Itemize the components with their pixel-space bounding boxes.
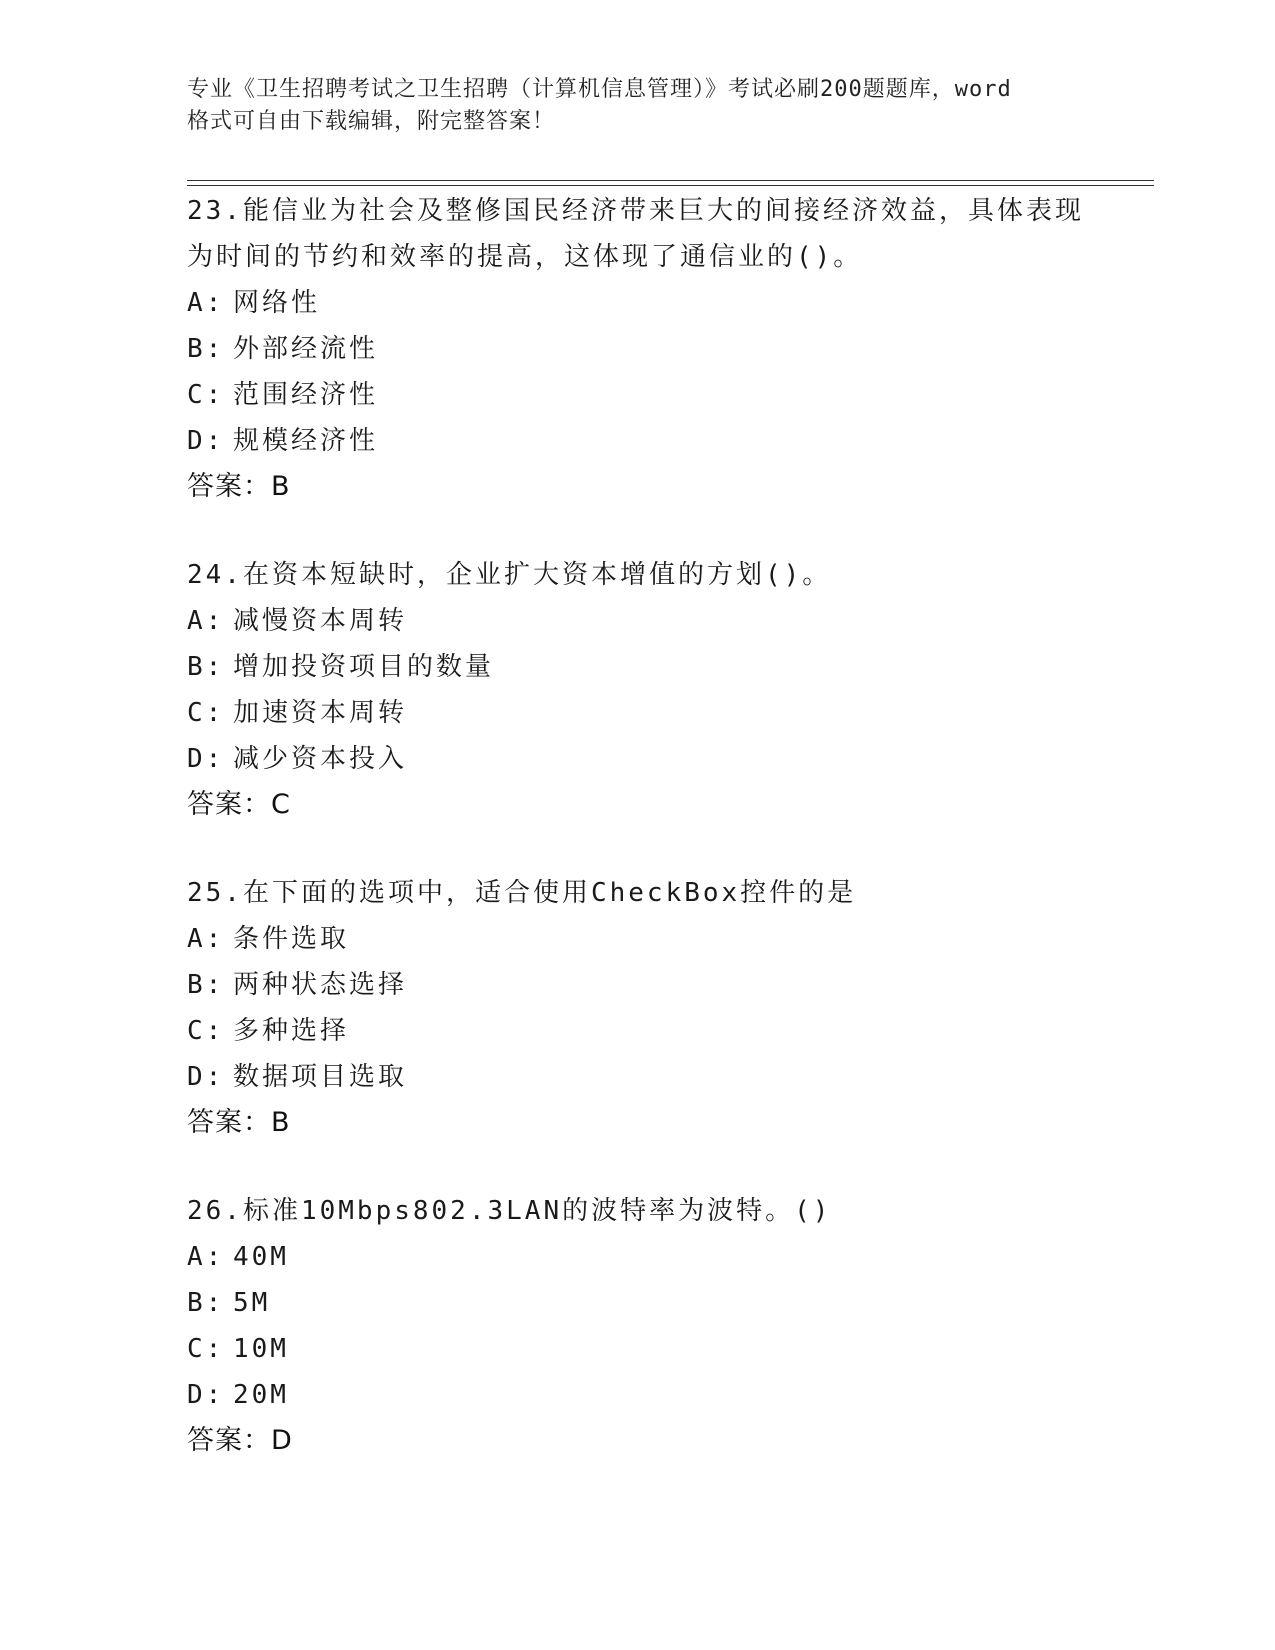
option-letter: C: bbox=[187, 1334, 225, 1364]
option-letter: A: bbox=[187, 288, 225, 318]
question-stem: 26.标准10Mbps802.3LAN的波特率为波特。() bbox=[187, 1196, 832, 1226]
option-letter: A: bbox=[187, 924, 225, 954]
question-24 bbox=[187, 552, 1087, 828]
option-letter: D: bbox=[187, 744, 225, 774]
option-b bbox=[187, 962, 1087, 1008]
option-d bbox=[187, 1054, 1087, 1100]
option-text: 40M bbox=[233, 1242, 289, 1272]
header-line-2: 格式可自由下载编辑，附完整答案！ bbox=[187, 109, 556, 134]
question-stem: 23.能信业为社会及整修国民经济带来巨大的间接经济效益，具体表现为时间的节约和效率的提高，这体现了通信业的()。 bbox=[187, 196, 1084, 272]
option-b bbox=[187, 326, 1087, 372]
option-text: 范围经济性 bbox=[233, 380, 379, 410]
option-letter: B: bbox=[187, 1288, 225, 1318]
option-letter: B: bbox=[187, 652, 225, 682]
option-a bbox=[187, 1234, 1087, 1280]
option-text: 数据项目选取 bbox=[233, 1062, 408, 1092]
header-line-1: 专业《卫生招聘考试之卫生招聘（计算机信息管理）》考试必刷200题题库，word bbox=[187, 77, 1012, 102]
option-text: 网络性 bbox=[233, 288, 321, 318]
option-a bbox=[187, 280, 1087, 326]
option-letter: C: bbox=[187, 698, 225, 728]
question-23 bbox=[187, 188, 1087, 510]
option-text: 多种选择 bbox=[233, 1016, 350, 1046]
option-letter: D: bbox=[187, 1380, 225, 1410]
option-d bbox=[187, 736, 1087, 782]
option-letter: B: bbox=[187, 334, 225, 364]
answer-line: 答案：D bbox=[187, 1425, 293, 1456]
answer-line: 答案：B bbox=[187, 1107, 291, 1138]
question-26 bbox=[187, 1188, 1087, 1464]
option-letter: A: bbox=[187, 1242, 225, 1272]
option-letter: D: bbox=[187, 1062, 225, 1092]
option-text: 20M bbox=[233, 1380, 289, 1410]
option-letter: B: bbox=[187, 970, 225, 1000]
option-text: 减少资本投入 bbox=[233, 744, 408, 774]
option-a bbox=[187, 598, 1087, 644]
header-divider-top bbox=[187, 180, 1154, 181]
question-stem: 25.在下面的选项中，适合使用CheckBox控件的是 bbox=[187, 878, 857, 908]
option-letter: D: bbox=[187, 426, 225, 456]
option-text: 加速资本周转 bbox=[233, 698, 408, 728]
option-text: 外部经流性 bbox=[233, 334, 379, 364]
question-25 bbox=[187, 870, 1087, 1146]
header-divider-bottom bbox=[187, 185, 1154, 186]
option-text: 10M bbox=[233, 1334, 289, 1364]
option-letter: A: bbox=[187, 606, 225, 636]
option-b bbox=[187, 1280, 1087, 1326]
option-b bbox=[187, 644, 1087, 690]
option-a bbox=[187, 916, 1087, 962]
option-text: 增加投资项目的数量 bbox=[233, 652, 495, 682]
option-letter: C: bbox=[187, 1016, 225, 1046]
answer-line: 答案：B bbox=[187, 471, 291, 502]
option-letter: C: bbox=[187, 380, 225, 410]
option-c bbox=[187, 1008, 1087, 1054]
option-text: 两种状态选择 bbox=[233, 970, 408, 1000]
question-stem: 24.在资本短缺时，企业扩大资本增值的方划()。 bbox=[187, 560, 832, 590]
option-text: 减慢资本周转 bbox=[233, 606, 408, 636]
option-c bbox=[187, 690, 1087, 736]
document-header bbox=[187, 74, 1087, 138]
option-text: 5M bbox=[233, 1288, 271, 1318]
option-d bbox=[187, 418, 1087, 464]
option-text: 条件选取 bbox=[233, 924, 350, 954]
option-c bbox=[187, 372, 1087, 418]
option-c bbox=[187, 1326, 1087, 1372]
option-d bbox=[187, 1372, 1087, 1418]
answer-line: 答案：C bbox=[187, 789, 291, 820]
option-text: 规模经济性 bbox=[233, 426, 379, 456]
